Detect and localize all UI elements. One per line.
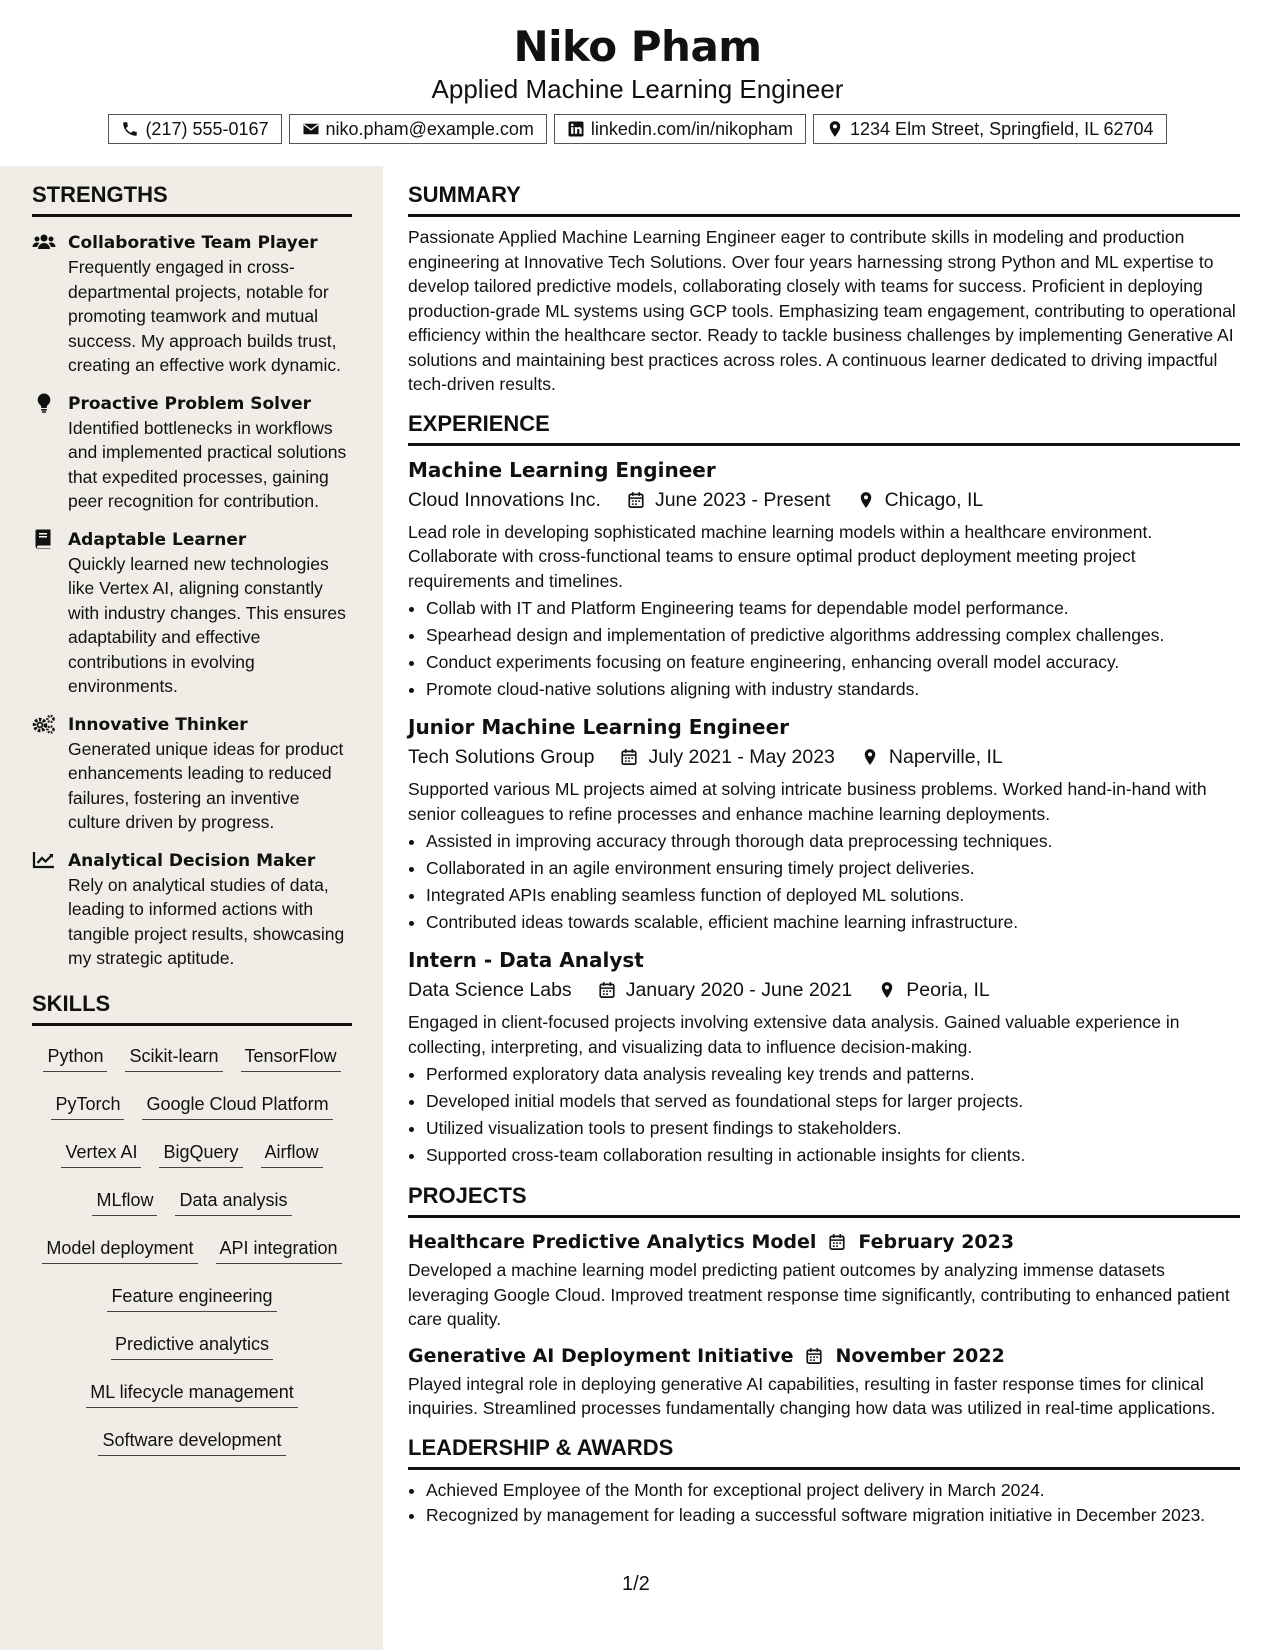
awards-heading: LEADERSHIP & AWARDS bbox=[408, 1433, 1240, 1470]
skill-tag: Google Cloud Platform bbox=[142, 1092, 332, 1120]
job-title: Intern - Data Analyst bbox=[408, 948, 644, 972]
job-meta bbox=[408, 743, 1240, 771]
gears-icon bbox=[32, 714, 56, 734]
job-title: Junior Machine Learning Engineer bbox=[408, 715, 790, 739]
project-title-row bbox=[408, 1342, 1240, 1370]
job-entry bbox=[408, 713, 1240, 936]
project-title: Generative AI Deployment Initiative bbox=[408, 1344, 794, 1367]
skill-tag: ML lifecycle management bbox=[86, 1380, 297, 1408]
projects-heading: PROJECTS bbox=[408, 1181, 1240, 1218]
page-number: 1/2 bbox=[622, 1573, 650, 1595]
skill-tag: PyTorch bbox=[51, 1092, 124, 1120]
candidate-role: Applied Machine Learning Engineer bbox=[431, 74, 844, 104]
job-company: Tech Solutions Group bbox=[408, 746, 595, 768]
calendar-icon bbox=[598, 980, 616, 1000]
list-item: • Spearhead design and implementation of predictive algorithms addressing complex challenges. bbox=[426, 622, 1240, 649]
contact-phone[interactable] bbox=[108, 114, 281, 144]
map-pin-icon bbox=[878, 980, 896, 1000]
list-item: • Integrated APIs enabling seamless function of deployed ML solutions. bbox=[426, 882, 1240, 909]
contact-address-text: 1234 Elm Street, Springfield, IL 62704 bbox=[850, 118, 1154, 139]
skill-tag: Predictive analytics bbox=[111, 1332, 273, 1360]
project-entry bbox=[408, 1228, 1240, 1332]
contact-email-text: niko.pham@example.com bbox=[325, 118, 534, 139]
contact-bar bbox=[0, 114, 1275, 144]
phone-icon bbox=[121, 120, 139, 138]
strength-title: Innovative Thinker bbox=[68, 714, 248, 735]
main-column bbox=[408, 166, 1240, 1528]
map-pin-icon bbox=[857, 490, 875, 510]
strength-title: Collaborative Team Player bbox=[68, 233, 318, 253]
job-bullets bbox=[408, 828, 1240, 936]
job-description: Lead role in developing sophisticated machine learning models within a healthcare environment. Collaborate with cross-functional teams to ensure optimal product deployment meeting project requirements and timelines. bbox=[408, 521, 1153, 591]
skill-tag: Feature engineering bbox=[107, 1284, 276, 1312]
list-item: • Achieved Employee of the Month for exceptional project delivery in March 2024. bbox=[426, 1478, 1240, 1503]
list-item: • Assisted in improving accuracy through thorough data preprocessing techniques. bbox=[426, 828, 1240, 855]
project-description: Developed a machine learning model predicting patient outcomes by analyzing immense datasets leveraging Google Cloud. Improved treatment response time significantly, contributing to enhanced patient care quality. bbox=[408, 1260, 1230, 1329]
project-date: February 2023 bbox=[858, 1231, 1015, 1253]
job-dates: June 2023 - Present bbox=[654, 488, 831, 511]
calendar-icon bbox=[828, 1232, 846, 1252]
job-entry bbox=[408, 456, 1240, 704]
contact-address[interactable] bbox=[813, 114, 1167, 144]
project-title: Healthcare Predictive Analytics Model bbox=[408, 1231, 817, 1253]
strength-item bbox=[32, 231, 352, 378]
skill-tag: Airflow bbox=[261, 1140, 323, 1168]
strength-item bbox=[32, 713, 352, 835]
job-meta bbox=[408, 486, 1240, 514]
calendar-icon bbox=[620, 747, 638, 767]
contact-phone-text: (217) 555-0167 bbox=[145, 118, 269, 139]
list-item: • Collab with IT and Platform Engineering teams for dependable model performance. bbox=[426, 595, 1240, 622]
experience-heading: EXPERIENCE bbox=[408, 409, 1240, 446]
strengths-heading: STRENGTHS bbox=[32, 180, 352, 217]
job-bullets bbox=[408, 1061, 1240, 1169]
list-item: • Promote cloud-native solutions aligning with industry standards. bbox=[426, 676, 1240, 703]
skill-tag: Software development bbox=[98, 1428, 285, 1456]
skill-tag: Data analysis bbox=[175, 1188, 291, 1216]
skills-list bbox=[32, 1044, 352, 1456]
strength-desc: Identified bottlenecks in workflows and implemented practical solutions that expedited processes, gaining peer recognition for contribution. bbox=[68, 417, 347, 511]
calendar-icon bbox=[805, 1346, 823, 1366]
envelope-icon bbox=[302, 120, 320, 138]
candidate-name: Niko Pham bbox=[513, 22, 762, 71]
list-item: • Contributed ideas towards scalable, efficient machine learning infrastructure. bbox=[426, 909, 1240, 936]
job-location: Naperville, IL bbox=[888, 746, 1003, 768]
job-title: Machine Learning Engineer bbox=[408, 457, 716, 482]
list-item: • Performed exploratory data analysis revealing key trends and patterns. bbox=[426, 1061, 1240, 1088]
skill-tag: Python bbox=[43, 1044, 107, 1072]
awards-list bbox=[408, 1478, 1240, 1528]
book-icon bbox=[32, 529, 56, 549]
summary-heading: SUMMARY bbox=[408, 180, 1240, 217]
skill-tag: Vertex AI bbox=[61, 1140, 141, 1168]
strength-item bbox=[32, 528, 352, 699]
skill-tag: Scikit-learn bbox=[125, 1044, 222, 1072]
sidebar bbox=[0, 166, 383, 1650]
strength-desc: Rely on analytical studies of data, leading to informed actions with tangible project results, showcasing my strategic aptitude. bbox=[68, 874, 345, 968]
skill-tag: API integration bbox=[216, 1236, 342, 1264]
job-description: Engaged in client-focused projects involving extensive data analysis. Gained valuable experience in collecting, interpreting, and visualizing data to influence decision-making. bbox=[408, 1012, 1180, 1057]
job-dates: January 2020 - June 2021 bbox=[625, 979, 853, 1001]
skill-tag: MLflow bbox=[92, 1188, 157, 1216]
strength-item bbox=[32, 849, 352, 971]
list-item: • Supported cross-team collaboration resulting in actionable insights for clients. bbox=[426, 1142, 1240, 1169]
linkedin-icon bbox=[567, 120, 585, 138]
job-company: Data Science Labs bbox=[408, 979, 572, 1001]
map-pin-icon bbox=[861, 747, 879, 767]
strength-title: Analytical Decision Maker bbox=[68, 850, 316, 871]
project-description: Played integral role in deploying generative AI capabilities, resulting in faster response times for clinical inquiries. Streamlined processes fundamentally changing how data was utilized in real-time applications. bbox=[408, 1373, 1216, 1418]
skill-tag: TensorFlow bbox=[241, 1044, 341, 1072]
list-item: • Developed initial models that served as foundational steps for larger projects. bbox=[426, 1088, 1240, 1115]
job-description: Supported various ML projects aimed at solving intricate business problems. Worked hand-in-hand with senior colleagues to refine processes and enhance machine learning deployments. bbox=[408, 779, 1207, 824]
strength-desc: Quickly learned new technologies like Vertex AI, aligning constantly with industry changes. This ensures adaptability and effective contributions in evolving environments. bbox=[68, 553, 346, 696]
job-meta bbox=[408, 976, 1240, 1004]
lightbulb-icon bbox=[32, 393, 56, 413]
users-icon bbox=[32, 232, 56, 252]
map-pin-icon bbox=[826, 120, 844, 138]
list-item: • Recognized by management for leading a successful software migration initiative in December 2023. bbox=[426, 1503, 1240, 1528]
list-item: • Collaborated in an agile environment ensuring timely project deliveries. bbox=[426, 855, 1240, 882]
contact-linkedin-text: linkedin.com/in/nikopham bbox=[590, 118, 794, 139]
contact-linkedin[interactable] bbox=[554, 114, 806, 144]
job-dates: July 2021 - May 2023 bbox=[648, 746, 835, 768]
resume-header bbox=[0, 0, 1275, 166]
strength-title: Adaptable Learner bbox=[68, 529, 247, 550]
project-date: November 2022 bbox=[835, 1344, 1005, 1367]
skill-tag: BigQuery bbox=[159, 1140, 242, 1168]
job-entry bbox=[408, 946, 1240, 1169]
chart-line-icon bbox=[32, 850, 56, 870]
project-entry bbox=[408, 1342, 1240, 1421]
project-title-row bbox=[408, 1228, 1240, 1256]
job-bullets bbox=[408, 595, 1240, 703]
strength-title: Proactive Problem Solver bbox=[68, 393, 311, 414]
calendar-icon bbox=[627, 490, 645, 510]
job-location: Chicago, IL bbox=[884, 488, 984, 511]
job-location: Peoria, IL bbox=[906, 979, 990, 1001]
summary-text: Passionate Applied Machine Learning Engineer eager to contribute skills in modeling and production engineering at Innovative Tech Solutions. Over four years harnessing strong Python and ML expertise to develop tailored predictive models, collaborating closely with teams for success. Proficient in deploying production-grade ML systems using GCP tools. Emphasizing team engagement, contributing to operational efficiency within the healthcare sector. Ready to tackle business challenges by implementing Generative AI solutions and maintaining best practices across roles. A continuous learner dedicated to driving impactful tech-driven results. bbox=[408, 227, 1236, 394]
contact-email[interactable] bbox=[289, 114, 547, 144]
list-item: • Conduct experiments focusing on feature engineering, enhancing overall model accuracy. bbox=[426, 649, 1240, 676]
strength-item bbox=[32, 392, 352, 514]
strength-desc: Frequently engaged in cross-departmental projects, notable for promoting teamwork and mutual success. My approach builds trust, creating an effective work dynamic. bbox=[68, 257, 342, 375]
skill-tag: Model deployment bbox=[42, 1236, 197, 1264]
skills-heading: SKILLS bbox=[32, 989, 352, 1026]
job-company: Cloud Innovations Inc. bbox=[408, 488, 601, 511]
strength-desc: Generated unique ideas for product enhancements leading to reduced failures, fostering an inventive culture driven by progress. bbox=[68, 738, 344, 832]
list-item: • Utilized visualization tools to present findings to stakeholders. bbox=[426, 1115, 1240, 1142]
